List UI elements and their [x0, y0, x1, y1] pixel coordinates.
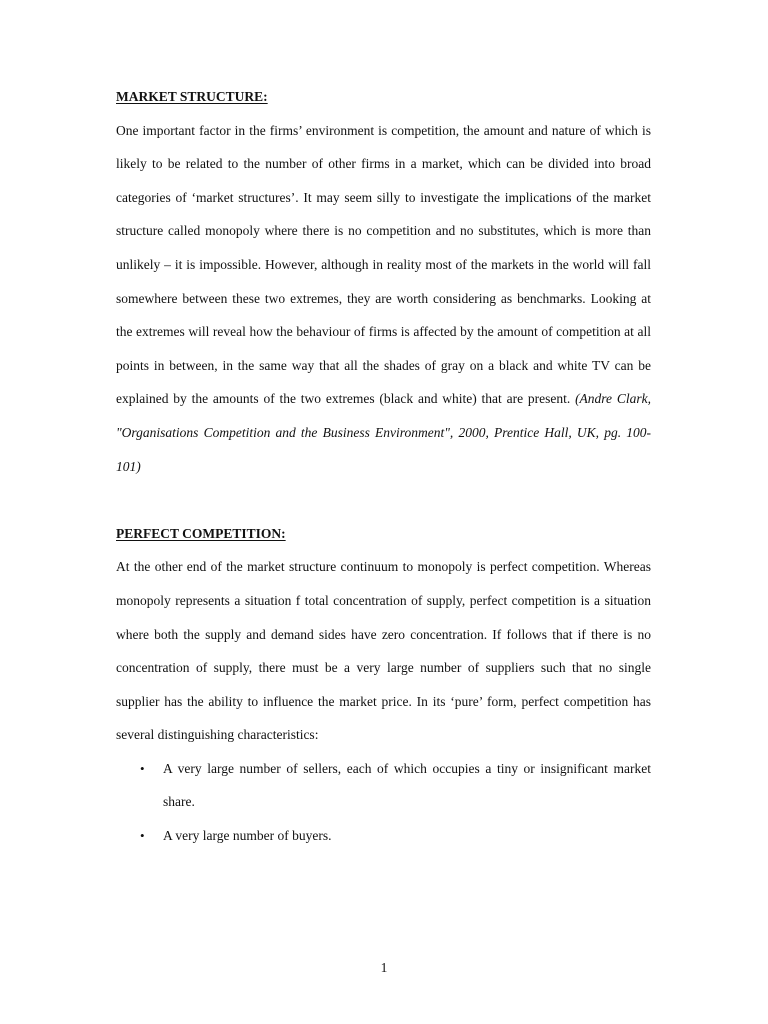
bullet-icon: • [140, 760, 145, 776]
section-gap [116, 483, 651, 517]
page-number: 1 [380, 960, 388, 975]
paragraph-market-structure-text: One important factor in the firms’ environment is competition, the amount and nature of which is likely to be related to the number of other firms in a market, which can be divided into broad categories of ‘market structures’. It may seem silly to investigate the implications of the market structure called monopoly where there is no competition and no substitutes, which is more than unlikely – it is impossible. However, although in reality most of the markets in the world will fall somewhere between these two extremes, they are worth considering as benchmarks. Looking at the extremes will reveal how the behaviour of firms is affected by the amount of competition at all points in between, in the same way that all the shades of gray on a black and white TV can be explained by the amounts of the two extremes (black and white) that are present. [116, 122, 651, 407]
paragraph-market-structure [116, 114, 651, 484]
list-item [116, 819, 651, 853]
list-item [116, 752, 651, 819]
document-body [116, 80, 651, 853]
heading-perfect-competition: PERFECT COMPETITION: [116, 525, 286, 541]
characteristics-list [116, 752, 651, 853]
paragraph-perfect-competition: At the other end of the market structure continuum to monopoly is perfect competition. Whereas monopoly represents a situation f total concentration of supply, perfect competition is a situation where both the supply and demand sides have zero concentration. If follows that if there is no concentration of supply, there must be a very large number of suppliers such that no single supplier has the ability to influence the market price. In its ‘pure’ form, perfect competition has several distinguishing characteristics: [116, 559, 651, 743]
bullet-icon: • [140, 828, 145, 844]
list-item-text: A very large number of buyers. [163, 828, 332, 844]
list-item-text: A very large number of sellers, each of which occupies a tiny or insignificant market share. [163, 760, 651, 810]
heading-market-structure: MARKET STRUCTURE: [116, 89, 268, 104]
citation: (Andre Clark, "Organisations Competition and the Business Environment", 2000, Prentice Hall, UK, pg. 100-101) [116, 391, 651, 474]
